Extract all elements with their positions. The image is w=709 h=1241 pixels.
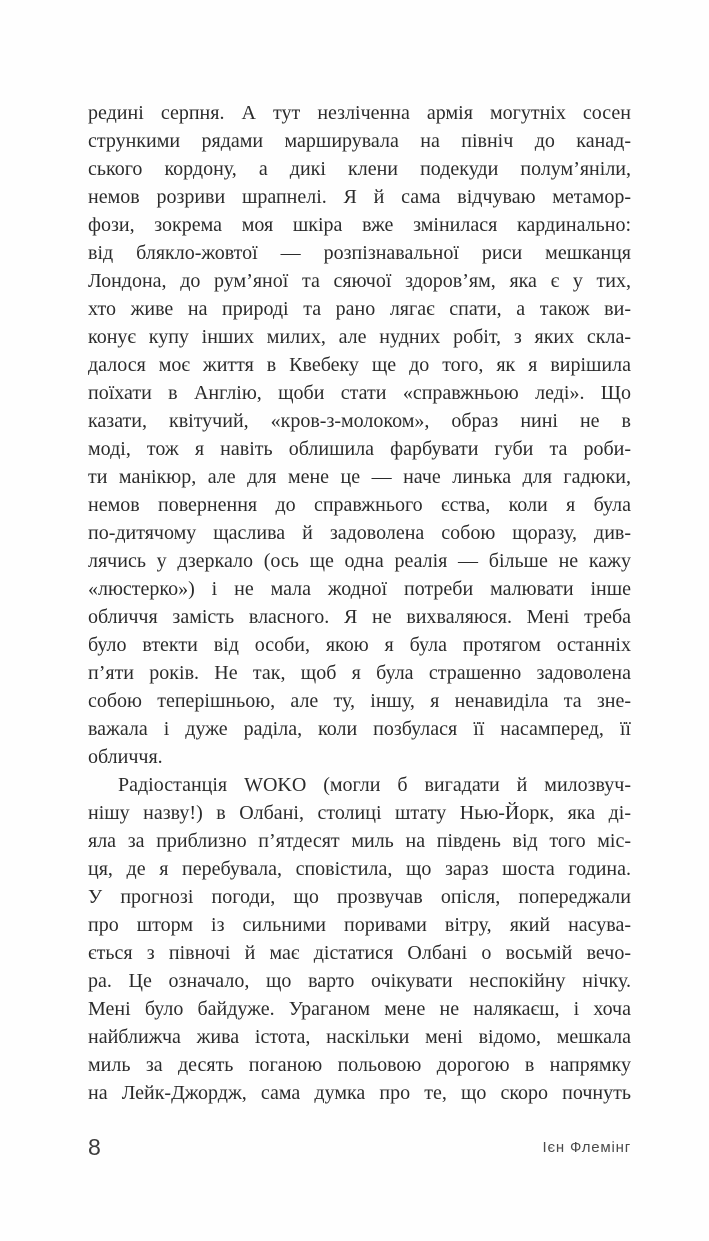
text-line: хто живе на природі та рано лягає спати, а також ви- — [88, 298, 631, 320]
running-title-author: Ієн Флемінг — [542, 1138, 631, 1156]
text-line: обличчя замість власного. Я не вихваляюся. Мені треба — [88, 606, 631, 628]
text-line: моді, тож я навіть облишила фарбувати губи та роби- — [88, 438, 631, 460]
text-line: найближча жива істота, наскільки мені відомо, мешкала — [88, 1026, 631, 1048]
text-line: нішу назву!) в Олбані, столиці штату Нью-Йорк, яка ді- — [88, 802, 631, 824]
text-line: стрункими рядами марширувала на північ до канад- — [88, 130, 631, 152]
text-line: собою теперішньою, але ту, іншу, я ненавиділа та зне- — [88, 690, 631, 712]
text-line: фози, зокрема моя шкіра вже змінилася кардинально: — [88, 214, 631, 236]
text-line: ського кордону, а дикі клени подекуди полум’яніли, — [88, 158, 631, 180]
text-line: далося моє життя в Квебеку ще до того, як я вирішила — [88, 354, 631, 376]
text-line: яла за приблизно п’ятдесят миль на південь від того міс- — [88, 830, 631, 852]
text-line: ця, де я перебувала, сповістила, що зараз шоста година. — [88, 858, 631, 880]
text-line: немов повернення до справжнього єства, коли я була — [88, 494, 631, 516]
text-line: Радіостанція WOKO (могли б вигадати й милозвуч- — [118, 774, 631, 796]
text-line: по-дитячому щаслива й задоволена собою щоразу, див- — [88, 522, 631, 544]
text-line: казати, квітучий, «кров-з-молоком», образ нині не в — [88, 410, 631, 432]
text-line: миль за десять поганою польовою дорогою в напрямку — [88, 1054, 631, 1076]
text-line: від блякло-жовтої — розпізнавальної риси мешканця — [88, 242, 631, 264]
text-line: було втекти від особи, якою я була протягом останніх — [88, 634, 631, 656]
text-line: ється з півночі й має дістатися Олбані о восьмій вечо- — [88, 942, 631, 964]
page-footer — [88, 1130, 631, 1164]
text-line: ра. Це означало, що варто очікувати неспокійну нічку. — [88, 970, 631, 992]
text-line: редині серпня. А тут незліченна армія могутніх сосен — [88, 102, 631, 124]
text-line: конує купу інших милих, але нудних робіт, з яких скла- — [88, 326, 631, 348]
text-line: Мені було байдуже. Ураганом мене не налякаєш, і хоча — [88, 998, 631, 1020]
text-line: про шторм із сильними поривами вітру, який насува- — [88, 914, 631, 936]
text-line: немов розриви шрапнелі. Я й сама відчуваю метамор- — [88, 186, 631, 208]
text-line: лячись у дзеркало (ось ще одна реалія — більше не кажу — [88, 550, 631, 572]
text-line: «люстерко») і не мала жодної потреби малювати інше — [88, 578, 631, 600]
text-line: Лондона, до рум’яної та сяючої здоров’ям, яка є у тих, — [88, 270, 631, 292]
text-line: У прогнозі погоди, що прозвучав опісля, попереджали — [88, 886, 631, 908]
text-line: ти манікюр, але для мене це — наче линька для гадюки, — [88, 466, 631, 488]
text-line: поїхати в Англію, щоби стати «справжньою леді». Що — [88, 382, 631, 404]
text-line: на Лейк-Джордж, сама думка про те, що скоро почнуть — [88, 1082, 631, 1104]
text-line: важала і дуже раділа, коли позбулася її насамперед, її — [88, 718, 631, 740]
text-block — [88, 99, 631, 1107]
page-number: 8 — [88, 1133, 101, 1160]
text-line: п’яти років. Не так, щоб я була страшенно задоволена — [88, 662, 631, 684]
text-line: обличчя. — [88, 746, 163, 768]
